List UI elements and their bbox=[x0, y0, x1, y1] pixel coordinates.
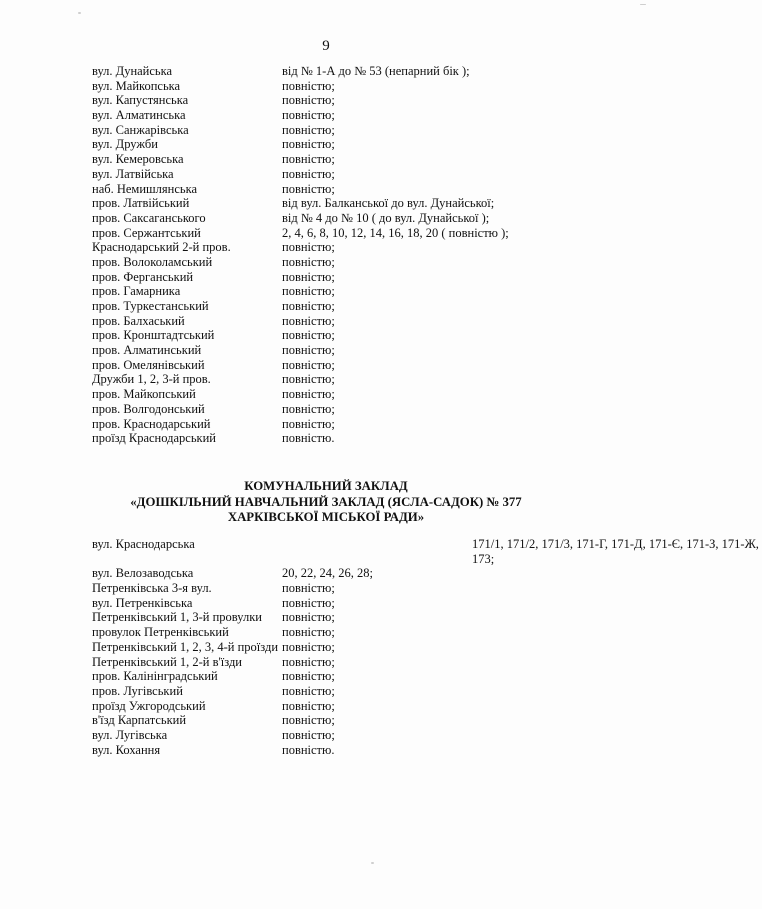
street-name: вул. Краснодарська bbox=[92, 537, 195, 551]
heading-line-2: «ДОШКІЛЬНИЙ НАВЧАЛЬНИЙ ЗАКЛАД (ЯСЛА-САДОК) № 377 bbox=[130, 494, 522, 509]
street-name: пров. Туркестанський bbox=[92, 299, 209, 313]
street-coverage: повністю; bbox=[282, 328, 335, 343]
street-row bbox=[92, 625, 592, 640]
street-name: пров. Кронштадтський bbox=[92, 328, 215, 343]
street-name: пров. Ферганський bbox=[92, 269, 194, 284]
street-row bbox=[92, 226, 592, 241]
street-name: пров. Алматинський bbox=[92, 343, 202, 358]
street-row bbox=[92, 699, 592, 714]
street-name: пров. Майкопський bbox=[92, 387, 196, 402]
street-name: вул. Капустянська bbox=[92, 93, 189, 108]
street-row bbox=[92, 211, 592, 226]
street-row bbox=[92, 108, 592, 123]
street-name: вул. Петренківська bbox=[92, 595, 193, 610]
street-name: вул. Санжарівська bbox=[92, 122, 189, 137]
street-name: Петренківський 1, 3-й провулки bbox=[92, 610, 262, 625]
street-row bbox=[92, 655, 592, 670]
street-row bbox=[92, 299, 592, 314]
street-row bbox=[92, 167, 592, 182]
street-name: вул. Дунайська bbox=[92, 64, 173, 78]
street-name: вул. Дружби bbox=[92, 137, 158, 152]
street-coverage: повністю; bbox=[282, 122, 335, 137]
street-coverage: від вул. Балканської до вул. Дунайської; bbox=[282, 196, 495, 211]
street-coverage: повністю; bbox=[282, 269, 335, 284]
street-coverage: повністю; bbox=[282, 254, 335, 269]
street-name: пров. Волгодонський bbox=[92, 401, 205, 416]
street-row bbox=[92, 596, 592, 611]
page-number: 9 bbox=[322, 38, 330, 54]
street-coverage: повністю; bbox=[282, 669, 335, 684]
street-row bbox=[92, 431, 592, 446]
street-coverage: від № 1-А до № 53 (непарний бік ); bbox=[282, 64, 470, 78]
street-name: Петренківська 3-я вул. bbox=[92, 581, 212, 596]
scan-artifact bbox=[78, 12, 81, 14]
heading-line-3: ХАРКІВСЬКОЇ МІСЬКОЇ РАДИ» bbox=[227, 510, 425, 524]
street-coverage: повністю; bbox=[282, 240, 335, 255]
street-name: пров. Латвійський bbox=[92, 196, 190, 211]
street-row bbox=[92, 684, 592, 699]
scan-artifact bbox=[371, 862, 374, 864]
institution-heading bbox=[0, 479, 652, 526]
street-row bbox=[92, 581, 592, 596]
street-row bbox=[92, 196, 592, 211]
street-row bbox=[92, 284, 592, 299]
street-name: проїзд Ужгородський bbox=[92, 698, 206, 713]
street-row bbox=[92, 328, 592, 343]
street-row bbox=[92, 79, 592, 94]
street-row bbox=[92, 64, 592, 79]
street-coverage: повністю; bbox=[282, 181, 335, 196]
street-name: пров. Омелянівський bbox=[92, 357, 205, 372]
street-row bbox=[92, 358, 592, 373]
street-row bbox=[92, 610, 592, 625]
street-coverage: повністю; bbox=[282, 654, 335, 669]
street-coverage: повністю; bbox=[282, 401, 335, 416]
street-row bbox=[92, 270, 592, 285]
street-row bbox=[92, 372, 592, 387]
street-name: вул. Велозаводська bbox=[92, 566, 194, 581]
street-coverage: повністю; bbox=[282, 357, 335, 372]
street-coverage: повністю; bbox=[282, 581, 335, 596]
street-coverage: повністю; bbox=[282, 727, 335, 742]
street-coverage: повністю; bbox=[282, 299, 335, 313]
street-coverage: повністю; bbox=[282, 343, 335, 358]
street-coverage: повністю; bbox=[282, 625, 335, 640]
street-coverage: повністю; bbox=[282, 108, 335, 123]
street-name: провулок Петренківський bbox=[92, 625, 229, 640]
street-row bbox=[92, 255, 592, 270]
street-name: Дружби 1, 2, 3-й пров. bbox=[92, 372, 211, 387]
street-name: Краснодарський 2-й пров. bbox=[92, 240, 231, 255]
street-name: пров. Лугівський bbox=[92, 683, 183, 698]
street-coverage: повністю; bbox=[282, 416, 335, 431]
street-coverage: повністю; bbox=[282, 137, 335, 152]
street-row bbox=[92, 537, 759, 566]
street-coverage: повністю; bbox=[282, 387, 335, 402]
street-list-section-1 bbox=[92, 64, 592, 446]
street-coverage: повністю; bbox=[282, 683, 335, 698]
street-coverage: повністю; bbox=[282, 610, 335, 625]
street-name: наб. Немишлянська bbox=[92, 181, 198, 196]
street-row bbox=[92, 743, 592, 758]
street-name: пров. Краснодарський bbox=[92, 416, 211, 431]
street-row bbox=[92, 343, 592, 358]
street-coverage: 171/1, 171/2, 171/3, 171-Г, 171-Д, 171-Є, 171-З, 171-Ж, 173; bbox=[472, 537, 759, 566]
heading-line-1: КОМУНАЛЬНИЙ ЗАКЛАД bbox=[244, 479, 408, 493]
street-coverage: повністю. bbox=[282, 742, 335, 757]
street-coverage: 20, 22, 24, 26, 28; bbox=[282, 566, 373, 581]
street-coverage: повністю; bbox=[282, 166, 335, 181]
street-coverage: повністю; bbox=[282, 595, 335, 610]
street-name: вул. Алматинська bbox=[92, 108, 186, 123]
street-list-section-2 bbox=[92, 537, 759, 757]
street-row bbox=[92, 152, 592, 167]
street-name: вул. Кохання bbox=[92, 742, 161, 757]
street-coverage: повністю; bbox=[282, 372, 335, 387]
street-row bbox=[92, 314, 592, 329]
street-coverage: повністю; bbox=[282, 639, 335, 654]
street-row bbox=[92, 93, 592, 108]
street-name: Петренківський 1, 2, 3, 4-й проїзди bbox=[92, 639, 279, 654]
street-coverage: повністю; bbox=[282, 713, 335, 728]
street-name: вул. Майкопська bbox=[92, 78, 181, 93]
street-coverage: від № 4 до № 10 ( до вул. Дунайської ); bbox=[282, 210, 490, 225]
street-name: пров. Калінінградський bbox=[92, 669, 218, 684]
street-name: пров. Саксаганського bbox=[92, 210, 206, 225]
street-row bbox=[92, 417, 592, 432]
street-row bbox=[92, 402, 592, 417]
street-name: вул. Латвійська bbox=[92, 166, 174, 181]
street-row bbox=[92, 137, 592, 152]
street-coverage: 2, 4, 6, 8, 10, 12, 14, 16, 18, 20 ( повністю ); bbox=[282, 225, 509, 240]
street-row bbox=[92, 713, 592, 728]
street-name: пров. Балхаський bbox=[92, 313, 185, 328]
street-name: пров. Гамарника bbox=[92, 284, 181, 299]
street-row bbox=[92, 123, 592, 138]
street-name: вул. Кемеровська bbox=[92, 152, 184, 167]
street-row bbox=[92, 387, 592, 402]
street-coverage: повністю; bbox=[282, 284, 335, 299]
scan-artifact bbox=[640, 4, 646, 5]
street-name: проїзд Краснодарський bbox=[92, 431, 216, 446]
street-name: пров. Сержантський bbox=[92, 225, 201, 240]
street-row bbox=[92, 566, 592, 581]
street-name: пров. Волоколамський bbox=[92, 254, 213, 269]
street-row bbox=[92, 669, 592, 684]
street-row bbox=[92, 240, 592, 255]
street-coverage: повністю; bbox=[282, 313, 335, 328]
street-row bbox=[92, 640, 592, 655]
street-name: в'їзд Карпатський bbox=[92, 713, 187, 728]
street-coverage: повністю; bbox=[282, 152, 335, 167]
street-coverage: повністю; bbox=[282, 698, 335, 713]
street-name: Петренківський 1, 2-й в'їзди bbox=[92, 654, 242, 669]
street-coverage: повністю; bbox=[282, 78, 335, 93]
street-coverage: повністю; bbox=[282, 93, 335, 108]
street-name: вул. Лугівська bbox=[92, 727, 168, 742]
street-coverage: повністю. bbox=[282, 431, 335, 446]
street-row bbox=[92, 728, 592, 743]
street-row bbox=[92, 182, 592, 197]
